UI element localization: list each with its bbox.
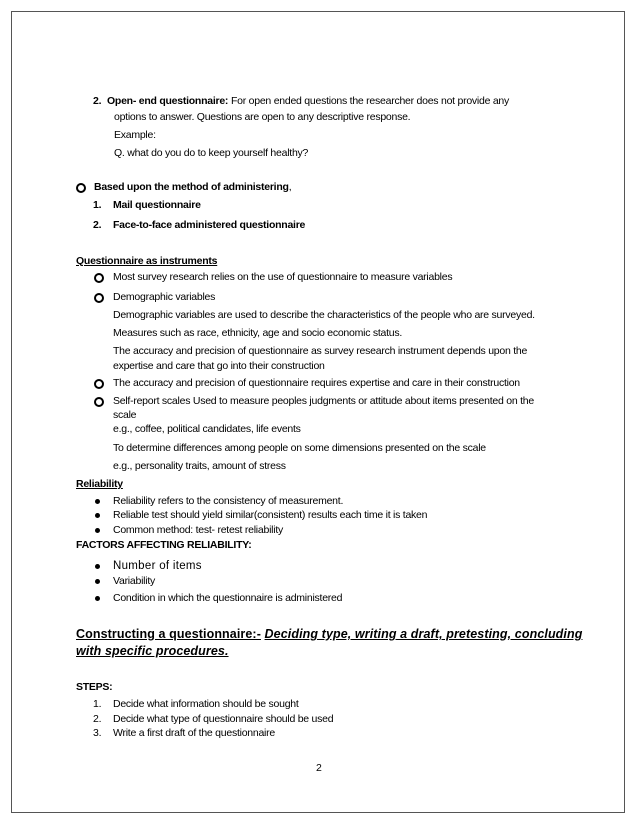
step-number: 2.	[93, 713, 102, 725]
admin-item-num: 1.	[93, 199, 102, 211]
factors-heading: FACTORS AFFECTING RELIABILITY:	[76, 539, 252, 551]
bullet-icon	[95, 528, 100, 533]
reliability-item: Reliable test should yield similar(consistent) results each time it is taken	[113, 509, 428, 521]
bullet-icon	[95, 513, 100, 518]
steps-heading: STEPS:	[76, 681, 113, 693]
self-report-text-5: e.g., personality traits, amount of stress	[113, 460, 286, 472]
constructing-line-2: with specific procedures.	[76, 644, 229, 658]
demographic-text-2: Measures such as race, ethnicity, age and socio economic status.	[113, 327, 403, 339]
open-end-text-1: For open ended questions the researcher does not provide any	[231, 95, 510, 107]
self-report-text-2: scale	[113, 409, 137, 421]
bullet-icon	[95, 499, 100, 504]
open-end-label: Open- end questionnaire:	[107, 95, 229, 107]
step-item: Write a first draft of the questionnaire	[113, 727, 275, 739]
instruments-heading: Questionnaire as instruments	[76, 255, 218, 267]
instruments-bullet-2: Demographic variables	[113, 291, 216, 303]
hollow-bullet-icon	[94, 397, 104, 407]
self-report-text-3: e.g., coffee, political candidates, life events	[113, 423, 301, 435]
open-end-text-2: options to answer. Questions are open to any descriptive response.	[114, 111, 411, 123]
factors-item: Variability	[113, 575, 155, 587]
step-number: 1.	[93, 698, 102, 710]
demographic-text-4: expertise and care that go into their construction	[113, 360, 325, 372]
reliability-item: Common method: test- retest reliability	[113, 524, 283, 536]
admin-heading: Based upon the method of administering,	[94, 181, 292, 193]
reliability-heading: Reliability	[76, 478, 123, 490]
bullet-icon	[95, 579, 100, 584]
hollow-bullet-icon	[94, 293, 104, 303]
instruments-bullet-4: Self-report scales Used to measure peoples judgments or attitude about items presented on the	[113, 395, 534, 407]
step-item: Decide what information should be sought	[113, 698, 299, 710]
page-number: 2	[316, 762, 322, 774]
admin-item: Mail questionnaire	[113, 199, 201, 211]
bullet-icon	[95, 596, 100, 601]
instruments-bullet-3: The accuracy and precision of questionnaire requires expertise and care in their construction	[113, 377, 520, 389]
example-label: Example:	[114, 129, 156, 141]
hollow-bullet-icon	[94, 273, 104, 283]
step-number: 3.	[93, 727, 102, 739]
admin-item-num: 2.	[93, 219, 102, 231]
hollow-bullet-icon	[76, 183, 86, 193]
self-report-text-4: To determine differences among people on some dimensions presented on the scale	[113, 442, 486, 454]
demographic-text-3: The accuracy and precision of questionnaire as survey research instrument depends upon the	[113, 345, 528, 357]
constructing-line-1: Constructing a questionnaire:- Deciding type, writing a draft, pretesting, concluding	[76, 627, 583, 641]
demographic-text-1: Demographic variables are used to describe the characteristics of the people who are surveyed.	[113, 309, 535, 321]
factors-item: Number of items	[113, 560, 202, 572]
hollow-bullet-icon	[94, 379, 104, 389]
example-question: Q. what do you do to keep yourself healthy?	[114, 147, 309, 159]
open-end-number: 2.	[93, 95, 102, 107]
step-item: Decide what type of questionnaire should be used	[113, 713, 334, 725]
admin-item: Face-to-face administered questionnaire	[113, 219, 306, 231]
instruments-bullet-1: Most survey research relies on the use of questionnaire to measure variables	[113, 271, 453, 283]
bullet-icon	[95, 564, 100, 569]
factors-item: Condition in which the questionnaire is administered	[113, 592, 343, 604]
reliability-item: Reliability refers to the consistency of measurement.	[113, 495, 344, 507]
